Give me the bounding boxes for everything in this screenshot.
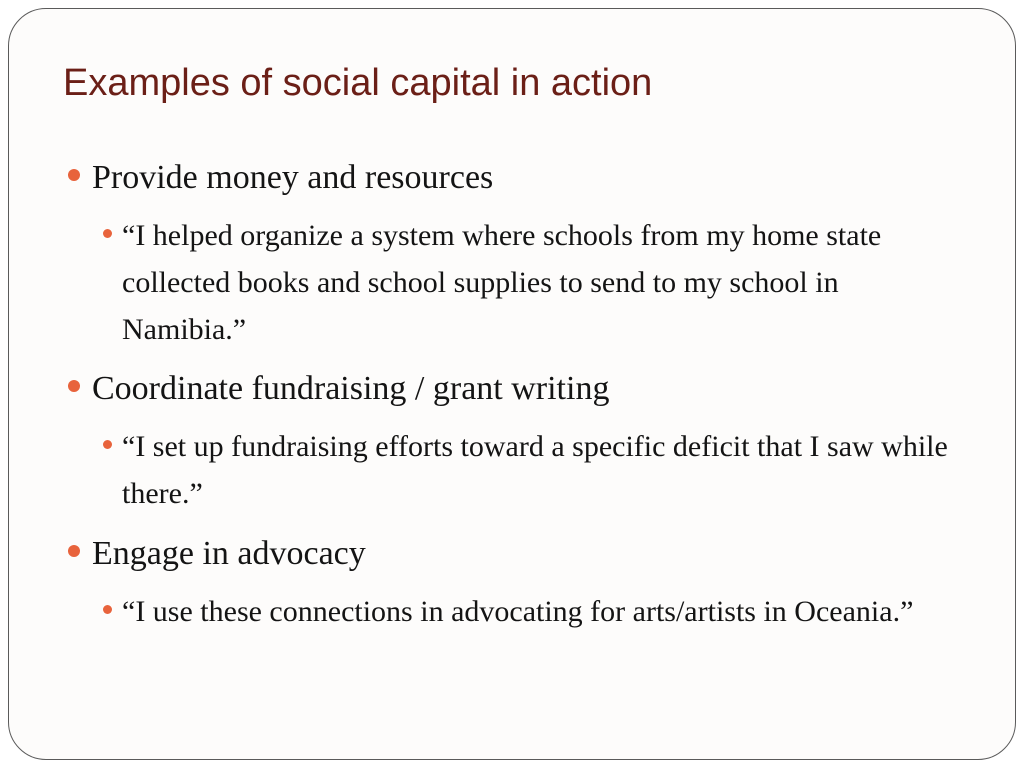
bullet-dot-icon xyxy=(103,229,112,238)
bullet-dot-icon xyxy=(103,605,112,614)
slide-title: Examples of social capital in action xyxy=(63,62,653,104)
bullet-provide-money xyxy=(92,156,972,200)
quote-text: “I helped organize a system where schools from my home state collected books and school supplies to send to my school in Namibia.” xyxy=(122,219,882,346)
quote-text: “I use these connections in advocating for arts/artists in Oceania.” xyxy=(122,595,914,628)
bullet-dot-icon xyxy=(68,380,80,392)
quote-books-supplies xyxy=(122,212,952,353)
quote-advocating-arts xyxy=(122,588,952,635)
bullet-text: Provide money and resources xyxy=(92,159,494,196)
bullet-coordinate-fundraising xyxy=(92,367,972,411)
bullet-text: Coordinate fundraising / grant writing xyxy=(92,370,610,407)
bullet-engage-advocacy xyxy=(92,532,972,576)
quote-text: “I set up fundraising efforts toward a specific deficit that I saw while there.” xyxy=(122,430,948,510)
quote-fundraising-efforts xyxy=(122,423,952,517)
bullet-dot-icon xyxy=(68,169,80,181)
bullet-text: Engage in advocacy xyxy=(92,535,366,572)
bullet-dot-icon xyxy=(103,440,112,449)
bullet-dot-icon xyxy=(68,545,80,557)
